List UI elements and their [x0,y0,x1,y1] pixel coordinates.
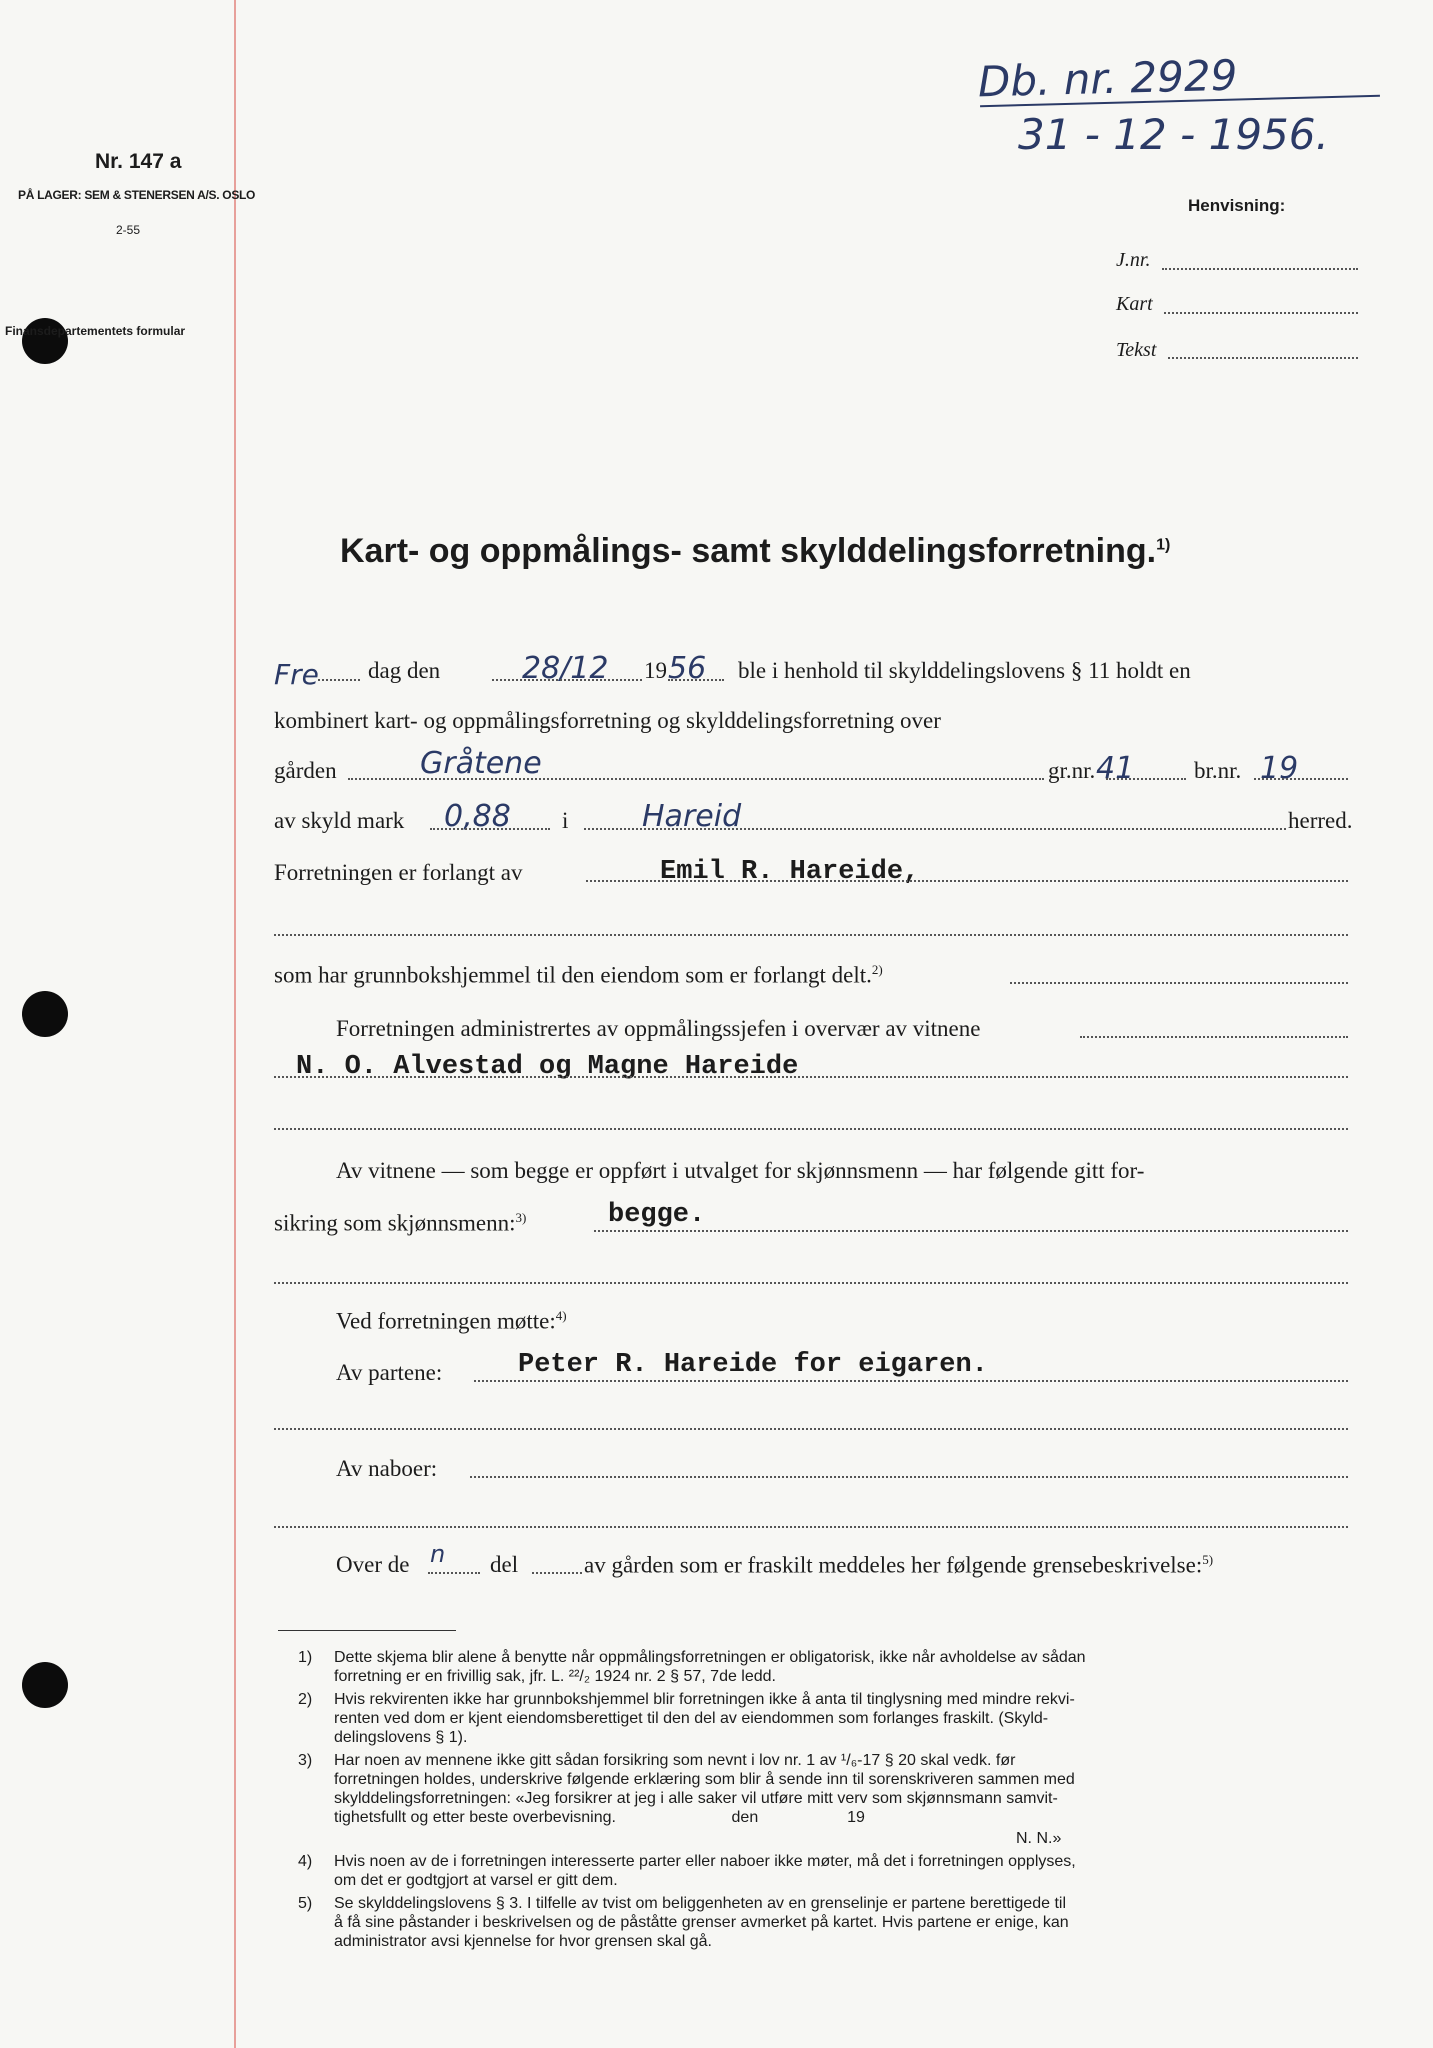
del-field[interactable] [532,1572,582,1574]
over-note: 5) [1202,1552,1214,1567]
date-value: 28/12 [522,651,609,686]
grnr-field[interactable] [1106,778,1186,780]
title-text: Kart- og oppmålings- samt skylddelingsforretning. [340,532,1157,570]
admin-field[interactable] [1080,1036,1348,1038]
footnote-3-num: 3) [298,1752,313,1769]
day-field[interactable] [318,679,360,681]
footnote-3-line: Har noen av mennene ikke gitt sådan forsikring som nevnt i lov nr. 1 av ¹/₆-17 § 20 skal vedk. før [334,1752,1016,1769]
tekst-field[interactable] [1168,357,1358,359]
naboer-field-line2[interactable] [274,1526,1348,1528]
vitne-value: begge. [608,1200,706,1230]
forlangt-label: Forretningen er forlangt av [274,860,523,885]
jnr-label: J.nr. [1116,249,1151,271]
skyld-label: av skyld mark [274,808,405,833]
forlangt-value: Emil R. Hareide, [660,857,920,887]
skyld-value: 0,88 [444,799,511,834]
mote-note: 4) [555,1308,567,1323]
form-department: Finansdepartementets formular [5,324,186,338]
grnr-value: 41 [1096,751,1135,786]
naboer-label: Av naboer: [336,1456,438,1481]
grnr-label: gr.nr. [1048,758,1096,783]
footnote-1-num: 1) [298,1649,313,1666]
forlangt-field[interactable] [586,880,1348,882]
vitner-field[interactable] [274,1076,1348,1078]
page-title [340,532,1170,571]
mote-label: Ved forretningen møtte: [336,1308,556,1334]
punch-hole [22,1662,68,1708]
over-field[interactable] [428,1572,480,1574]
vitner-field-line2[interactable] [274,1128,1348,1130]
over-value: n [430,1540,446,1568]
partene-field[interactable] [474,1380,1348,1382]
footnote-4-line: Hvis noen av de i forretningen interesserte parter eller naboer ikke møter, må det i forretningen opplyses, [334,1853,1076,1870]
garden-value: Gråtene [420,746,542,781]
year-prefix: 19 [644,658,667,683]
grunnbok-note: 2) [871,962,883,977]
day-value: Fre [274,658,319,691]
over-rest: av gården som er fraskilt meddeles her følgende grensebeskrivelse: [584,1552,1203,1578]
footnote-5-num: 5) [298,1895,313,1912]
vitne-note: 3) [515,1210,527,1225]
vitne-line1: Av vitnene — som begge er oppført i utvalget for skjønnsmenn — har følgende gitt for- [336,1158,1145,1183]
footnote-rule [278,1630,456,1631]
forlangt-field-line2[interactable] [274,934,1348,936]
herred-label: herred. [1288,808,1353,833]
form-number: Nr. 147 a [95,150,182,173]
admin-text: Forretningen administrertes av oppmålingssjefen i overvær av vitnene [336,1016,981,1041]
footnote-3-line: tighetsfullt og etter beste overbevisning. den 19 [334,1809,865,1826]
del-label: del [490,1552,519,1577]
footnote-5-line: administrator avsi kjennelse for hvor grensen skal gå. [334,1933,712,1950]
title-note: 1) [1156,536,1171,554]
partene-label: Av partene: [336,1360,443,1385]
handwritten-date: 31 - 12 - 1956. [1018,110,1329,159]
naboer-field[interactable] [470,1476,1348,1478]
grunnbok-text: som har grunnbokshjemmel til den eiendom som er forlangt delt. [274,962,872,988]
footnote-3-line: forretningen holdes, underskrive følgende erklæring som blir å sende inn til sorenskriveren sammen med [334,1771,1075,1788]
garden-label: gården [274,758,337,783]
footnote-4-line: om det er godtgjort at varsel er gitt dem. [334,1872,618,1889]
footnote-5-line: Se skylddelingslovens § 3. I tilfelle av tvist om beliggenheten av en grenselinje er partene berettigede til [334,1895,1066,1912]
line2-text: kombinert kart- og oppmålingsforretning og skylddelingsforretning over [274,708,941,733]
footnote-3-signature: N. N.» [1016,1830,1062,1847]
date-field[interactable] [492,679,642,681]
margin-line [234,0,236,2048]
partene-field-line2[interactable] [274,1428,1348,1430]
herred-value: Hareid [642,799,742,834]
footnote-2-line: renten ved dom er kjent eiendomsberettiget til den del av eiendommen som forlanges fraskilt. (Skyld- [334,1710,1049,1727]
vitner-value: N. O. Alvestad og Magne Hareide [296,1052,799,1082]
footnote-2-line: delingslovens § 1). [334,1729,468,1746]
year-field[interactable] [668,679,724,681]
brnr-value: 19 [1260,751,1299,786]
brnr-label: br.nr. [1194,758,1242,783]
skyld-field[interactable] [430,828,550,830]
reference-heading: Henvisning: [1188,196,1286,215]
dag-den-label: dag den [368,658,441,683]
vitne-line2: sikring som skjønnsmenn: [274,1210,516,1236]
footnote-1-line: forretning er en frivillig sak, jfr. L. ²²/₂ 1924 nr. 2 § 57, 7de ledd. [334,1668,776,1685]
form-supplier: PÅ LAGER: SEM & STENERSEN A/S. OSLO [18,188,256,202]
garden-field[interactable] [348,778,1044,780]
kart-label: Kart [1116,293,1153,315]
footnote-2-line: Hvis rekvirenten ikke har grunnbokshjemmel blir forretningen ikke å anta til tinglysning med mindre rekvi- [334,1691,1075,1708]
vitne-field[interactable] [594,1230,1348,1232]
kart-field[interactable] [1164,312,1358,314]
i-label: i [562,808,569,833]
herred-field[interactable] [584,828,1286,830]
brnr-field[interactable] [1254,778,1348,780]
footnote-5-line: å få sine påstander i beskrivelsen og de påståtte grenser avmerket på kartet. Hvis partene er enige, kan [334,1914,1069,1931]
jnr-field[interactable] [1162,268,1358,270]
form-date-code: 2-55 [116,223,141,237]
vitne-field-line2[interactable] [274,1282,1348,1284]
footnote-3-line: skylddelingsforretningen: «Jeg forsikrer at jeg i alle saker vil utføre mitt verv som skjønnsmann samvit- [334,1790,1058,1807]
partene-value: Peter R. Hareide for eigaren. [518,1350,988,1380]
footnote-1-line: Dette skjema blir alene å benytte når oppmålingsforretningen er obligatorisk, ikke når avholdelse av sådan [334,1649,1086,1666]
grunnbok-field[interactable] [1010,982,1348,984]
line1-rest: ble i henhold til skylddelingslovens § 11 holdt en [738,658,1191,683]
year-value: 56 [668,651,707,686]
over-label: Over de [336,1552,410,1577]
footnote-4-num: 4) [298,1853,313,1870]
handwritten-doc-number: Db. nr. 2929 [977,50,1238,107]
punch-hole [22,991,68,1037]
tekst-label: Tekst [1116,339,1157,361]
footnote-2-num: 2) [298,1691,313,1708]
